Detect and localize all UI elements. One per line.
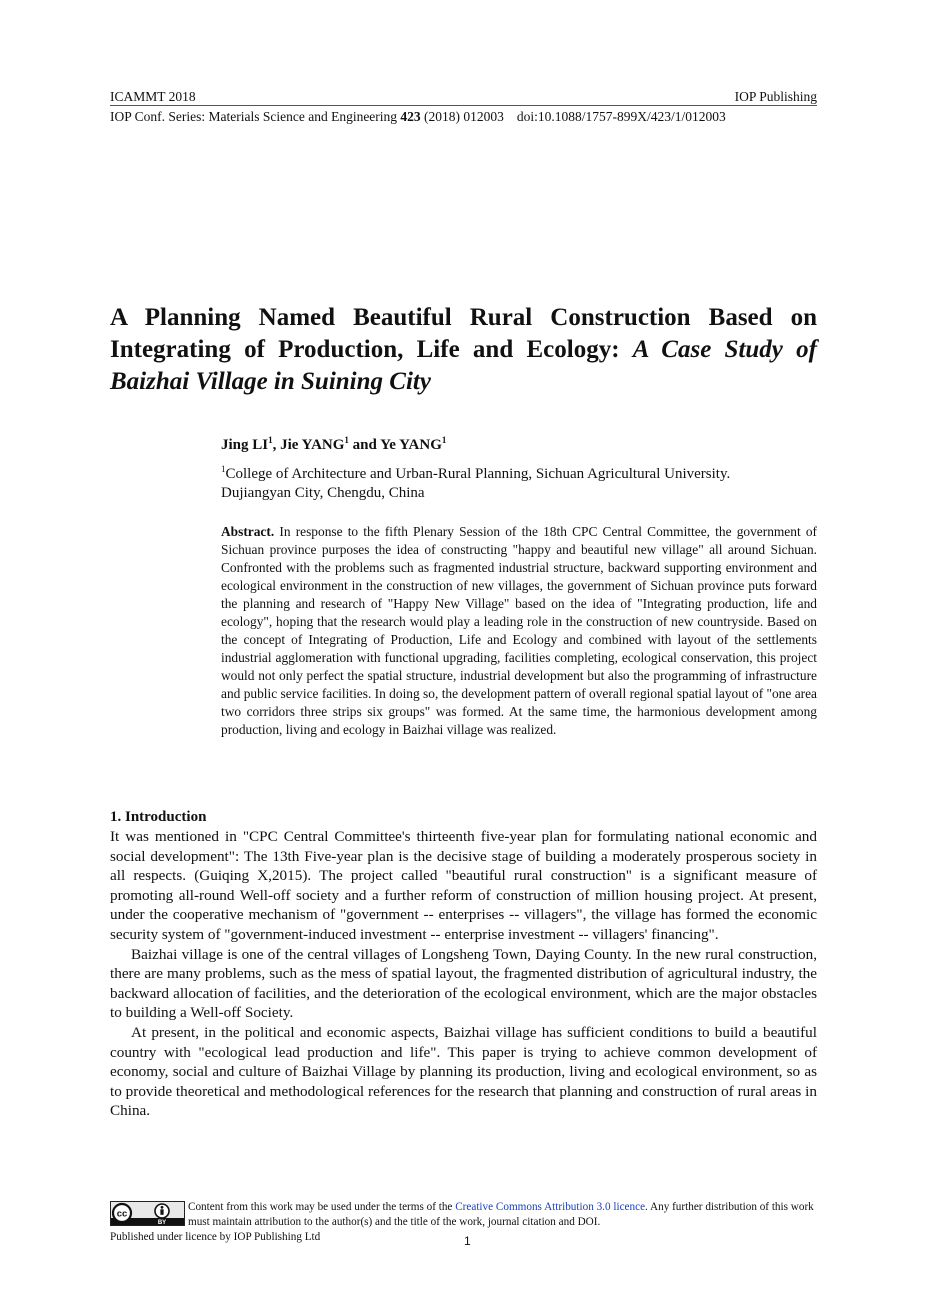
title-main: A Planning Named Beautiful Rural Construction Based on Integrating of Production, Life and Ecology: xyxy=(110,304,817,363)
paragraph: It was mentioned in "CPC Central Committee's thirteenth five-year plan for formulating national economic and social development": The 13th Five-year plan is the decisive stage of building a moderately prosperous society in all respects. (Guiqing X,2015). The project called "beautiful rural construction" is a significant measure of promoting all-round Well-off society and a further reform of construction of million housing project. At present, under the cooperative mechanism of "government -- enterprises -- villagers", the village has formed the economic security system of "government-induced investment -- enterprise investment -- villagers' financing". xyxy=(110,828,817,943)
published-by: Published under licence by IOP Publishing Ltd xyxy=(110,1231,321,1243)
series-prefix: IOP Conf. Series: Materials Science and Engineering xyxy=(110,109,401,124)
abstract-text: In response to the fifth Plenary Session of the 18th CPC Central Committee, the government of Sichuan province purposes the idea of constructing "happy and beautiful new village" all around Sichuan. Confronted with the problems such as fragmented industrial structure, backward supporting environment and ecological environment in the construction of new villages, the government of Sichuan province puts forward the planning and research of "Happy New Village" based on the idea of "Integrating production, life and ecology", hoping that the research would play a leading role in the construction of new countryside. Based on the concept of Integrating of Production, Life and Ecology and combined with layout of the settlements industrial agglomeration with functional upgrading, facilities completing, ecological conservation, this project would not only perfect the spatial structure, industrial development but also the programming of infrastructure and public service facilities. In doing so, the development pattern of overall regional spatial layout of "one area two corridors three strips six groups" was formed. At the same time, the harmonious development among production, living and ecology in Baizhai village was realized. xyxy=(221,524,817,737)
header-conference: ICAMMT 2018 xyxy=(110,89,196,104)
author-affiliation-mark: 1 xyxy=(441,435,447,445)
cc-icon xyxy=(113,1204,131,1222)
affiliation-mark: 1 xyxy=(221,464,226,474)
author-list xyxy=(221,437,446,454)
paragraph: At present, in the political and economic aspects, Baizhai village has sufficient conditions to build a beautiful country with "ecological lead production and life". This paper is trying to achieve common development of economy, social and culture of Baizhai Village by planning its production, living and ecological environment, so as to provide theoretical and methodological references for the research that planning and construction of rural areas in China. xyxy=(110,1023,817,1120)
svg-text:cc: cc xyxy=(116,1208,128,1220)
series-volume: 423 xyxy=(400,109,421,124)
author-separator: and xyxy=(348,437,381,453)
author-name: Jie YANG xyxy=(280,437,345,453)
affiliation xyxy=(221,465,817,503)
affiliation-line2: Dujiangyan City, Chengdu, China xyxy=(221,485,425,501)
author-name: Ye YANG xyxy=(380,437,442,453)
by-person-icon xyxy=(155,1204,169,1218)
page-number: 1 xyxy=(464,1234,471,1248)
license-text: Content from this work may be used under the terms of the xyxy=(188,1201,456,1213)
paragraph: Baizhai village is one of the central villages of Longsheng Town, Daying County. In the new rural construction, there are many problems, such as the mess of spatial layout, the fragmented distribution of agricultural industry, the backward allocation of facilities, and the deterioration of the ecological environment, which are the major obstacles to building a Well-off Society. xyxy=(110,945,817,1022)
section-body xyxy=(110,827,817,1121)
by-label: BY xyxy=(157,1220,167,1225)
license-notice xyxy=(188,1200,818,1230)
affiliation-line1: College of Architecture and Urban-Rural Planning, Sichuan Agricultural University. xyxy=(225,466,731,482)
author-affiliation-mark: 1 xyxy=(344,435,349,445)
cc-by-logo xyxy=(110,1201,185,1226)
header-series-line xyxy=(110,109,817,125)
title-subtitle: A Case Study of Baizhai Village in Suining City xyxy=(110,336,817,395)
header-doi: doi:10.1088/1757-899X/423/1/012003 xyxy=(516,109,726,124)
author-name: Jing LI xyxy=(221,437,269,453)
abstract xyxy=(221,523,817,739)
author-affiliation-mark: 1 xyxy=(268,435,273,445)
abstract-label: Abstract. xyxy=(221,524,275,539)
section-heading: 1. Introduction xyxy=(110,809,207,825)
paper-title xyxy=(110,302,817,398)
license-text: . Any further distribution of this work must maintain attribution to the author(s) and the title of the work, journal citation and DOI. xyxy=(188,1201,814,1228)
author-separator: , xyxy=(272,437,281,453)
header-publisher: IOP Publishing xyxy=(734,89,817,104)
header-rule xyxy=(110,105,817,106)
license-link[interactable]: Creative Commons Attribution 3.0 licence xyxy=(455,1201,646,1213)
series-suffix: (2018) 012003 xyxy=(420,109,504,124)
